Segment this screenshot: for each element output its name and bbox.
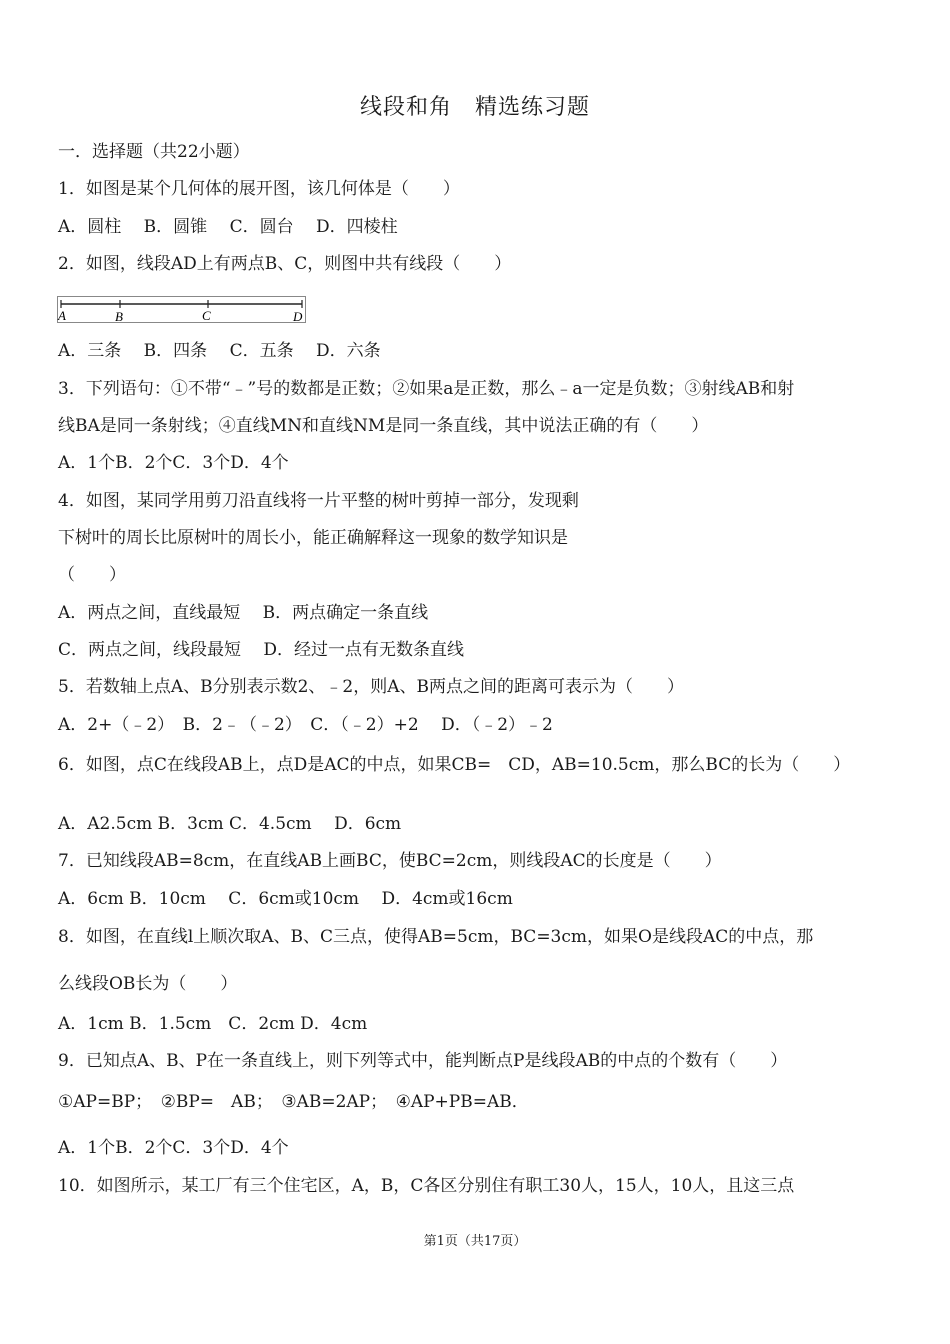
question-2-stem: 2．如图，线段AD上有两点B、C，则图中共有线段（ ） <box>58 254 512 274</box>
label-d: D <box>293 309 303 324</box>
question-9-conditions: ①AP=BP； ②BP= AB； ③AB=2AP； ④AP+PB=AB． <box>58 1092 529 1112</box>
segment-ad-diagram <box>57 296 307 324</box>
question-8-stem-line1: 8．如图，在直线l上顺次取A、B、C三点，使得AB=5cm，BC=3cm，如果O是线段AC的中点，那 <box>58 927 814 947</box>
question-4-options-row2: C．两点之间，线段最短 D．经过一点有无数条直线 <box>58 640 465 660</box>
label-b: B <box>115 309 123 324</box>
segment-figure <box>57 296 307 324</box>
label-c: C <box>202 308 211 323</box>
question-8-stem-line2: 么线段OB长为（ ） <box>58 974 238 994</box>
question-6-stem: 6．如图，点C在线段AB上，点D是AC的中点，如果CB= CD，AB=10.5cm，那么BC的长为（ ） <box>58 755 851 775</box>
label-a: A <box>58 308 66 323</box>
section-heading: 一．选择题（共22小题） <box>58 142 250 162</box>
question-4-stem-line2: 下树叶的周长比原树叶的周长小，能正确解释这一现象的数学知识是 <box>58 528 568 548</box>
question-7-options: A．6cm B．10cm C．6cm或10cm D．4cm或16cm <box>58 889 513 909</box>
question-3-stem-line1: 3．下列语句：①不带“﹣”号的数都是正数；②如果a是正数，那么﹣a一定是负数；③射线AB和射 <box>58 379 795 399</box>
question-9-options: A．1个B．2个C．3个D．4个 <box>58 1138 289 1158</box>
document-title: 线段和角 精选练习题 <box>359 95 590 120</box>
question-5-options: A．2+（﹣2） B．2﹣（﹣2） C．（﹣2）+2 D．（﹣2）﹣2 <box>58 715 553 735</box>
question-9-stem: 9．已知点A、B、P在一条直线上，则下列等式中，能判断点P是线段AB的中点的个数有（ ） <box>58 1051 788 1071</box>
question-3-stem-line2: 线BA是同一条射线；④直线MN和直线NM是同一条直线，其中说法正确的有（ ） <box>58 416 709 436</box>
question-4-stem-line1: 4．如图，某同学用剪刀沿直线将一片平整的树叶剪掉一部分，发现剩 <box>58 491 579 511</box>
question-1-options: A．圆柱 B．圆锥 C．圆台 D．四棱柱 <box>58 217 398 237</box>
question-4-options-row1: A．两点之间，直线最短 B．两点确定一条直线 <box>58 603 429 623</box>
page-footer: 第1页（共17页） <box>423 1234 527 1249</box>
question-2-options: A．三条 B．四条 C．五条 D．六条 <box>58 341 381 361</box>
question-5-stem: 5．若数轴上点A、B分别表示数2、﹣2，则A、B两点之间的距离可表示为（ ） <box>58 677 684 697</box>
question-10-stem: 10．如图所示，某工厂有三个住宅区，A，B，C各区分别住有职工30人，15人，10人，且这三点 <box>58 1176 795 1196</box>
question-4-stem-line3: （ ） <box>58 565 126 585</box>
question-3-options: A．1个B．2个C．3个D．4个 <box>58 453 289 473</box>
question-7-stem: 7．已知线段AB=8cm，在直线AB上画BC，使BC=2cm，则线段AC的长度是（ ） <box>58 851 722 871</box>
question-6-options: A．A2.5cm B．3cm C．4.5cm D．6cm <box>58 814 402 834</box>
question-8-options: A．1cm B．1.5cm C．2cm D．4cm <box>58 1014 368 1034</box>
figure-frame <box>58 297 306 323</box>
question-1-stem: 1．如图是某个几何体的展开图，该几何体是（ ） <box>58 179 460 199</box>
